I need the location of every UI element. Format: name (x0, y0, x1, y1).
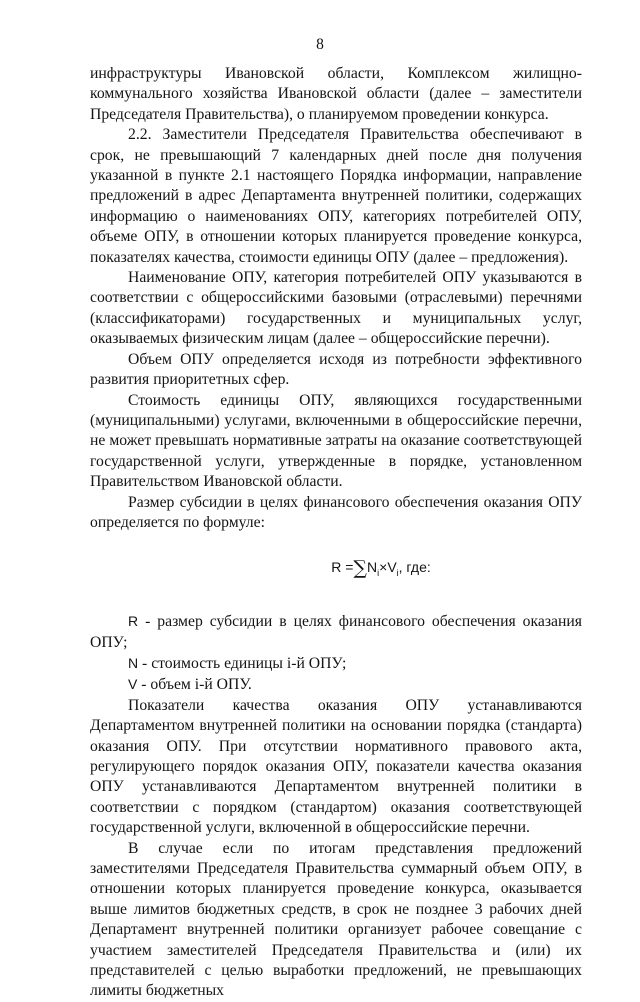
paragraph-subsidy-size: Размер субсидии в целях финансового обеспечения оказания ОПУ определяется по формуле: (90, 493, 582, 531)
subsidy-formula (90, 554, 582, 586)
paragraph-opu-cost: Стоимость единицы ОПУ, являющихся государственными (муниципальными) услугами, включенными в общероссийские перечни, не может превышать нормативные затраты на оказание соответствующей государственной услуги, утвержденные в порядке, установленном Правительством Ивановской области. (90, 391, 582, 491)
formula-n-subscript: i (377, 568, 380, 579)
paragraph-opu-volume: Объем ОПУ определяется исходя из потребности эффективного развития приоритетных сфер. (90, 350, 582, 389)
paragraph-continuation: инфраструктуры Ивановской области, Комплексом жилищно-коммунального хозяйства Ивановской области (далее – заместители Председателя Правительства), о планируемом проведении конкурса. (90, 65, 582, 123)
paragraph-2-2: 2.2. Заместители Председателя Правительства обеспечивают в срок, не превышающий 7 календарных дней после дня получения указанной в пункте 2.1 настоящего Порядка информации, направление предложений в адрес Департамента внутренней политики, содержащих информацию о наименованиях ОПУ, категориях потребителей ОПУ, объеме ОПУ, в отношении которых планируется проведение конкурса, показателях качества, стоимости единицы ОПУ (далее – предложения). (90, 126, 582, 266)
definition-r (90, 611, 582, 653)
formula-n: N (367, 559, 378, 576)
paragraph-volume-exceeds-limits: В случае если по итогам представления предложений заместителями Председателя Правительства суммарный объем ОПУ, в отношении которых планируется проведение конкурса, оказывается выше лимитов бюджетных средств, в срок не позднее 3 рабочих дней Департамент внутренней политики организует рабочее совещание с участием заместителей Председателя Правительства и (или) их представителей с целью выработки предложений, не превышающих лимиты бюджетных (90, 839, 582, 1000)
page-number: 8 (316, 36, 324, 53)
formula-sigma: ∑ (353, 557, 367, 580)
formula-v-subscript: i (396, 568, 399, 579)
definition-text: - размер субсидии в целях финансового обеспечения оказания ОПУ; (90, 613, 582, 651)
definition-n (90, 653, 582, 674)
formula-suffix: , где: (398, 559, 431, 576)
paragraph-opu-name: Наименование ОПУ, категория потребителей ОПУ указываются в соответствии с общероссийскими базовыми (отраслевыми) перечнями (классификаторами) государственных и муниципальных услуг, оказываемых физическим лицам (далее – общероссийские перечни). (90, 269, 582, 348)
formula-v: V (387, 559, 397, 576)
document-body (90, 64, 582, 1002)
definition-v (90, 674, 582, 695)
definition-var: R (128, 613, 139, 630)
definition-var: N (128, 654, 139, 671)
definition-text: - стоимость единицы i-й ОПУ; (138, 654, 347, 672)
formula-lhs: R (331, 559, 342, 576)
paragraph-quality-indicators: Показатели качества оказания ОПУ устанавливаются Департаментом внутренней политики на основании порядка (стандарта) оказания ОПУ. При отсутствии нормативного правового акта, регулирующего порядок оказания ОПУ, показатели качества оказания ОПУ устанавливаются Департаментом внутренней политики в соответствии с порядком (стандартом) оказания соответствующей государственной услуги, включенной в общероссийские перечни. (90, 696, 582, 837)
definition-var: V (128, 676, 138, 693)
formula-times: × (379, 559, 388, 576)
definition-text: - объем i-й ОПУ. (137, 676, 252, 694)
formula-equals: = (345, 559, 354, 576)
